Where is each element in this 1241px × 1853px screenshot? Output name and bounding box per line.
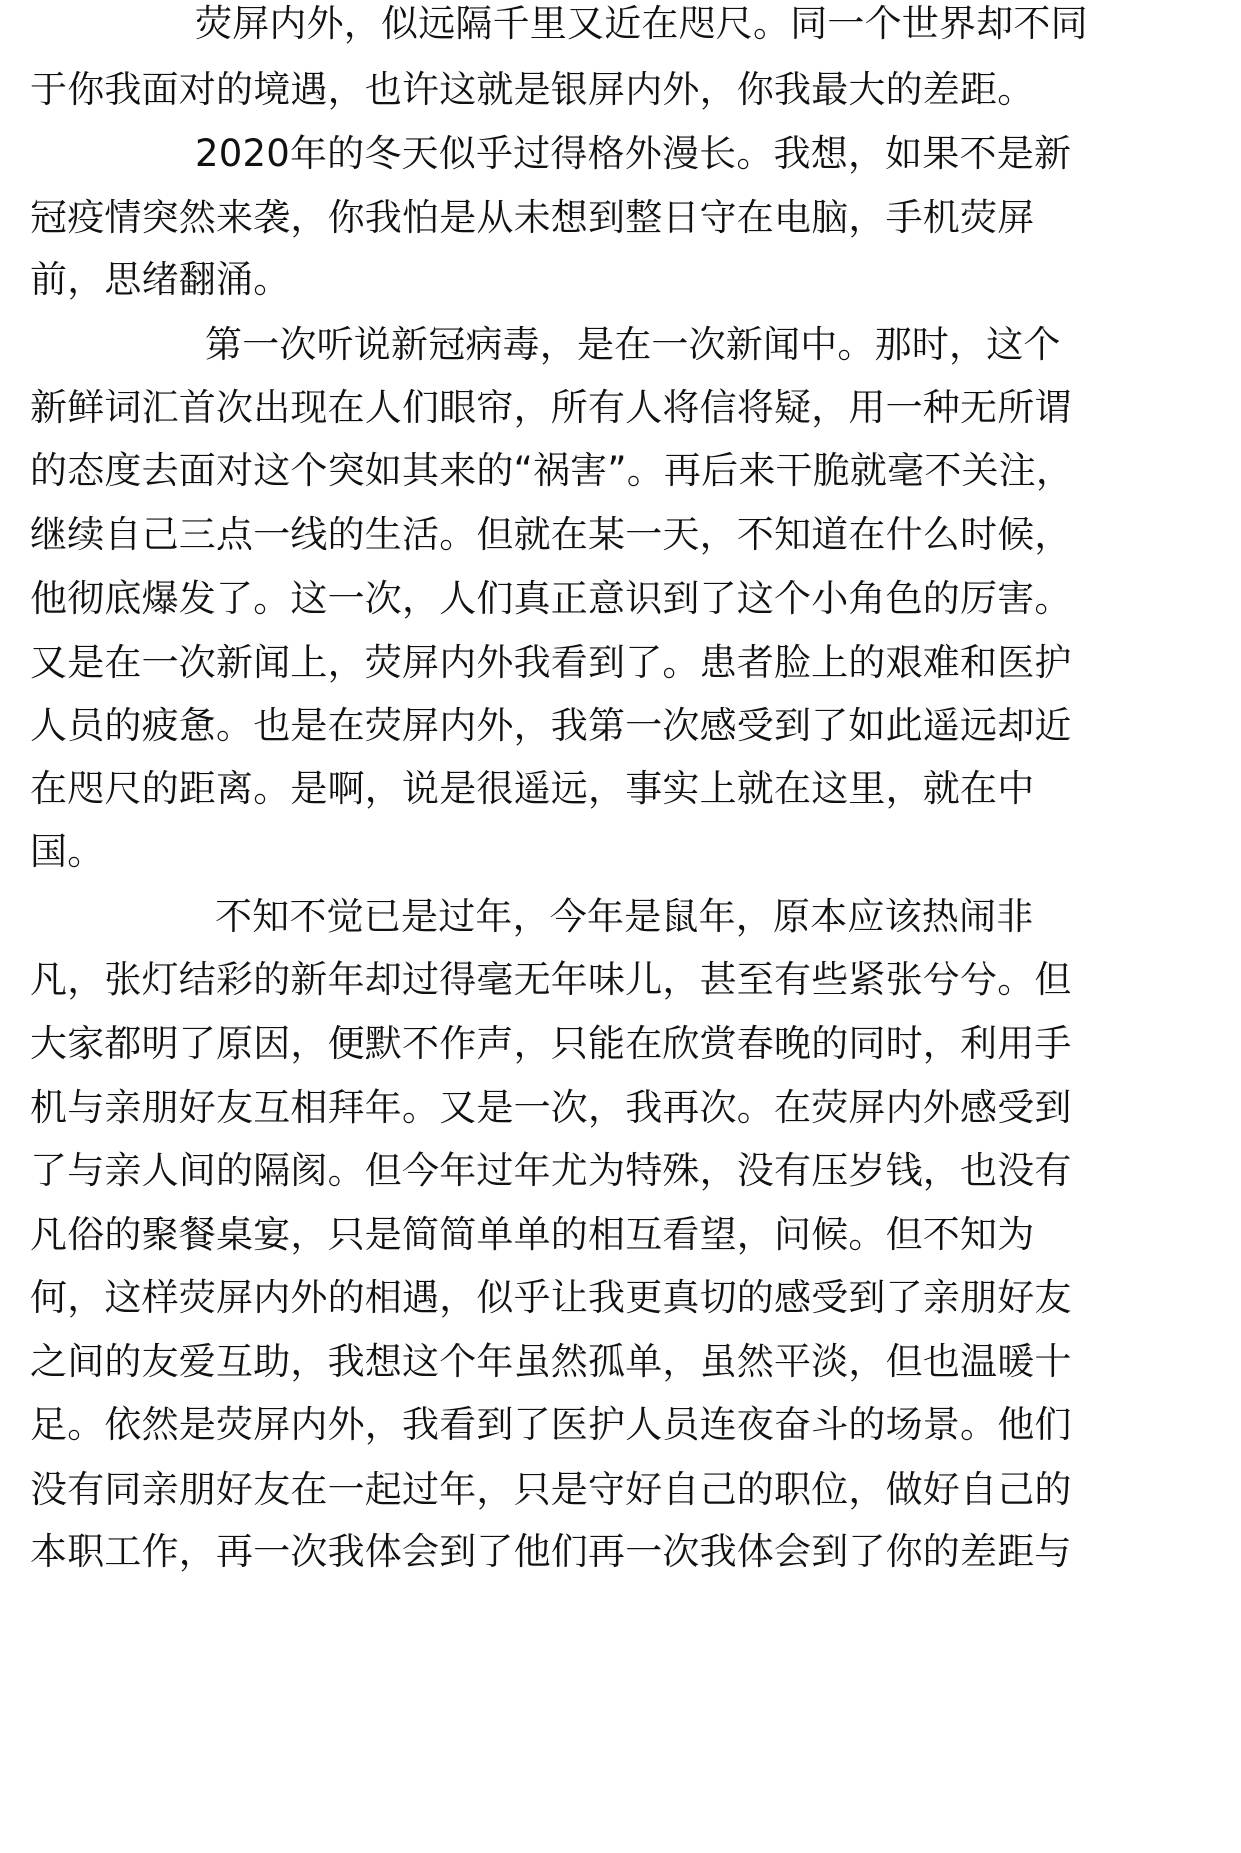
text-line: 的态度去面对这个突如其来的“祸害”。再后来干脆就毫不关注， — [30, 449, 1074, 492]
text-line: 足。依然是荧屏内外，我看到了医护人员连夜奋斗的场景。他们 — [30, 1403, 1072, 1446]
text-line: 人员的疲惫。也是在荧屏内外，我第一次感受到了如此遥远却近 — [30, 704, 1072, 747]
text-line: 没有同亲朋好友在一起过年，只是守好自己的职位，做好自己的 — [30, 1468, 1072, 1511]
text-line: 凡，张灯结彩的新年却过得毫无年味儿，甚至有些紧张兮兮。但 — [30, 958, 1072, 1001]
text-line: 于你我面对的境遇，也许这就是银屏内外，你我最大的差距。 — [30, 68, 1035, 111]
text-line: 在咫尺的距离。是啊，说是很遥远，事实上就在这里，就在中 — [30, 767, 1035, 810]
text-line: 国。 — [30, 830, 105, 873]
text-line: 前，思绪翻涌。 — [30, 258, 291, 301]
text-line: 冠疫情突然来袭，你我怕是从未想到整日守在电脑，手机荧屏 — [30, 196, 1035, 239]
text-line: 荧屏内外，似远隔千里又近在咫尺。同一个世界却不同 — [195, 2, 1088, 45]
text-line: 第一次听说新冠病毒，是在一次新闻中。那时，这个 — [205, 323, 1061, 366]
text-line: 2020年的冬天似乎过得格外漫长。我想，如果不是新 — [195, 132, 1072, 175]
text-line: 不知不觉已是过年，今年是鼠年，原本应该热闹非 — [215, 895, 1034, 938]
text-line: 又是在一次新闻上，荧屏内外我看到了。患者脸上的艰难和医护 — [30, 641, 1072, 684]
text-line: 机与亲朋好友互相拜年。又是一次，我再次。在荧屏内外感受到 — [30, 1086, 1072, 1129]
text-line: 大家都明了原因，便默不作声，只能在欣赏春晚的同时，利用手 — [30, 1022, 1072, 1065]
text-line: 本职工作，再一次我体会到了他们再一次我体会到了你的差距与 — [30, 1530, 1072, 1573]
text-line: 他彻底爆发了。这一次，人们真正意识到了这个小角色的厉害。 — [30, 577, 1072, 620]
text-line: 新鲜词汇首次出现在人们眼帘，所有人将信将疑，用一种无所谓 — [30, 386, 1072, 429]
text-line: 了与亲人间的隔阂。但今年过年尤为特殊，没有压岁钱，也没有 — [30, 1149, 1072, 1192]
text-line: 继续自己三点一线的生活。但就在某一天，不知道在什么时候， — [30, 513, 1072, 556]
text-line: 之间的友爱互助，我想这个年虽然孤单，虽然平淡，但也温暖十 — [30, 1340, 1072, 1383]
text-line: 何，这样荧屏内外的相遇，似乎让我更真切的感受到了亲朋好友 — [30, 1276, 1072, 1319]
text-line: 凡俗的聚餐桌宴，只是简简单单的相互看望，问候。但不知为 — [30, 1213, 1035, 1256]
